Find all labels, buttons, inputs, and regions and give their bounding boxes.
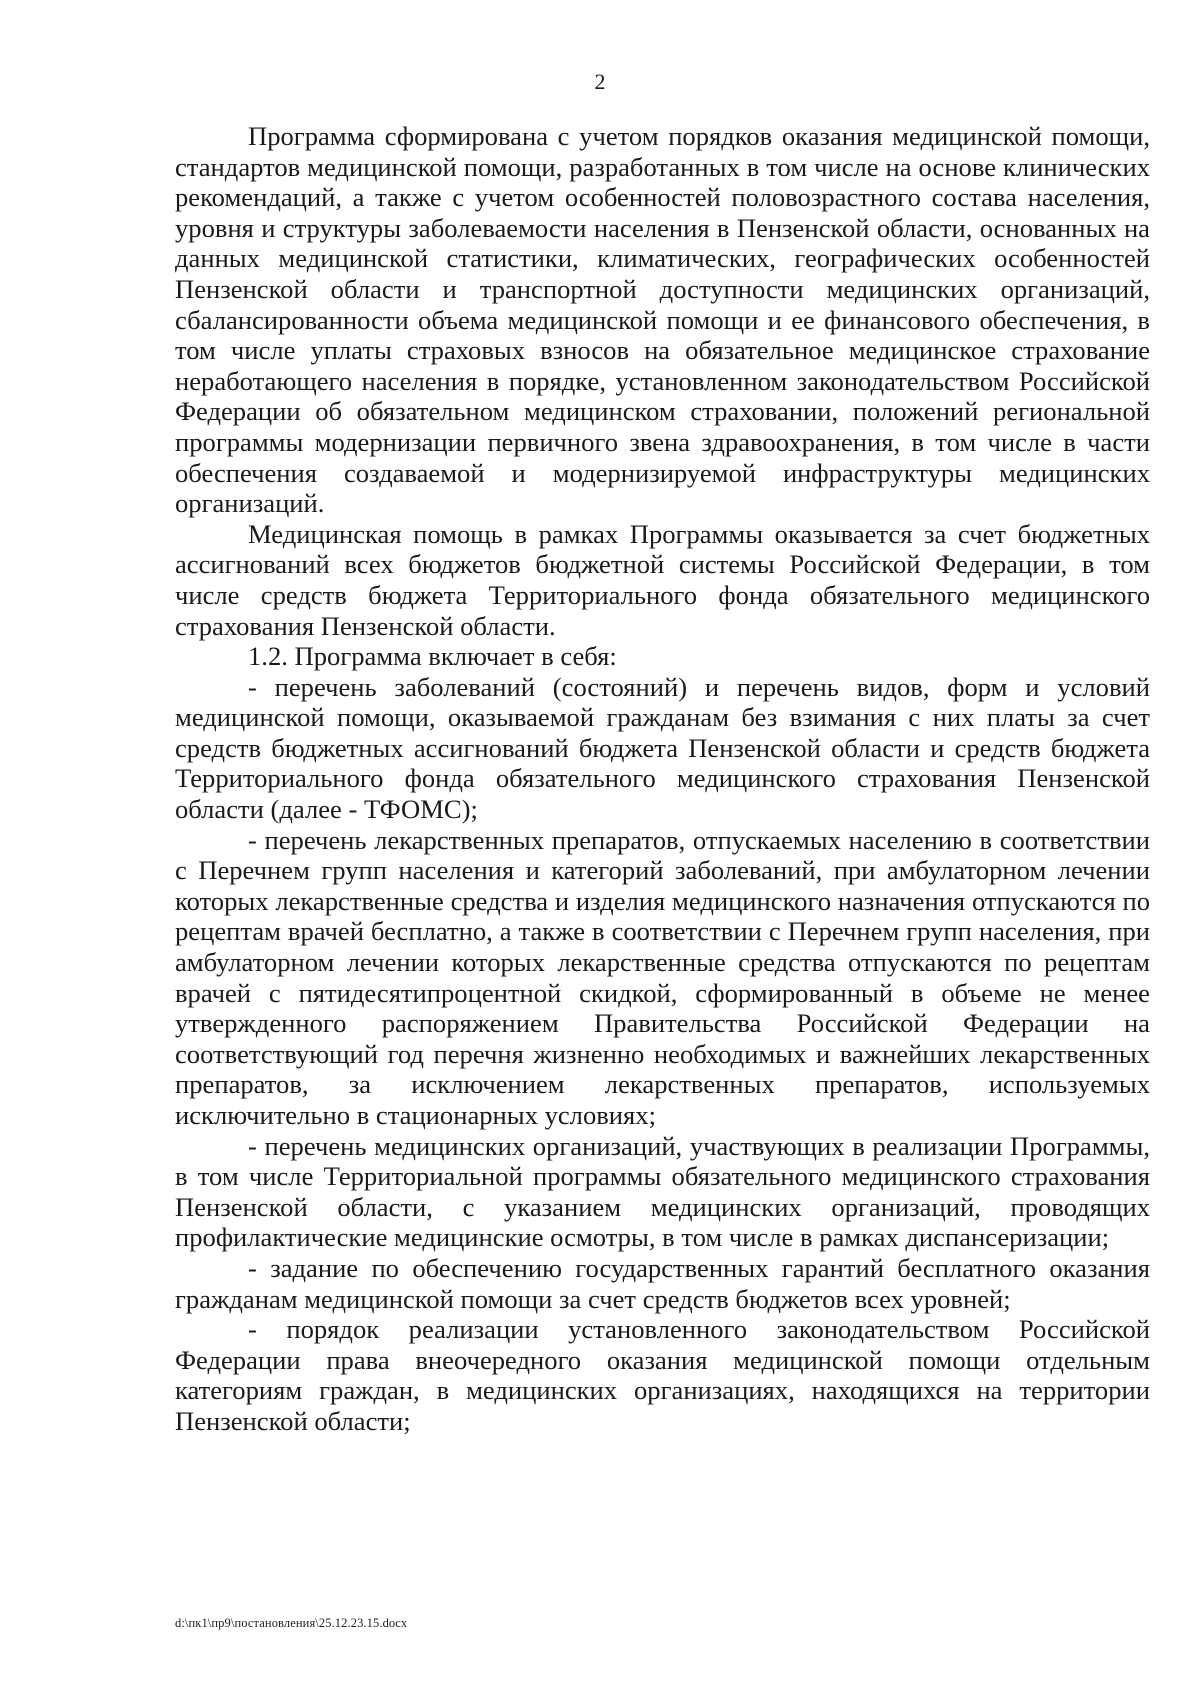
list-item-state-guarantees: - задание по обеспечению государственных гарантий бесплатного оказания гражданам медицинской помощи за счет средств бюджетов всех уровней; xyxy=(175,1252,1150,1314)
paragraph-program-formation: Программа сформирована с учетом порядков оказания медицинской помощи, стандартов медицинской помощи, разработанных в том числе на основе клинических рекомендаций, а также с учетом особенностей половозрастного состава населения, уровня и структуры заболеваемости населения в Пензенской области, основанных на данных медицинской статистики, климатических, географических особенностей Пензенской области и транспортной доступности медицинских организаций, сбалансированности объема медицинской помощи и ее финансового обеспечения, в том числе уплаты страховых взносов на обязательное медицинское страхование неработающего населения в порядке, установленном законодательством Российской Федерации об обязательном медицинском страховании, положений региональной программы модернизации первичного звена здравоохранения, в том числе в части обеспечения создаваемой и модернизируемой инфраструктуры медицинских организаций. xyxy=(175,121,1150,519)
paragraph-section-1-2: 1.2. Программа включает в себя: xyxy=(248,641,617,672)
list-item-organizations: - перечень медицинских организаций, участвующих в реализации Программы, в том числе Территориальной программы обязательного медицинского страхования Пензенской области, с указанием медицинских организаций, проводящих профилактические медицинские осмотры, в том числе в рамках диспансеризации; xyxy=(175,1130,1150,1253)
document-body xyxy=(175,121,1150,1437)
footer-file-path: d:\пк1\пр9\постановления\25.12.23.15.docx xyxy=(175,1616,408,1630)
paragraph-funding: Медицинская помощь в рамках Программы оказывается за счет бюджетных ассигнований всех бюджетов бюджетной системы Российской Федерации, в том числе средств бюджета Территориального фонда обязательного медицинского страхования Пензенской области. xyxy=(175,518,1150,641)
list-item-medicines: - перечень лекарственных препаратов, отпускаемых населению в соответствии с Перечнем групп населения и категорий заболеваний, при амбулаторном лечении которых лекарственные средства и изделия медицинского назначения отпускаются по рецептам врачей бесплатно, а также в соответствии с Перечнем групп населения, при амбулаторном лечении которых лекарственные средства отпускаются по рецептам врачей с пятидесятипроцентной скидкой, сформированный в объеме не менее утвержденного распоряжением Правительства Российской Федерации на соответствующий год перечня жизненно необходимых и важнейших лекарственных препаратов, за исключением лекарственных препаратов, используемых исключительно в стационарных условиях; xyxy=(175,824,1150,1130)
list-item-diseases: - перечень заболеваний (состояний) и перечень видов, форм и условий медицинской помощи, оказываемой гражданам без взимания с них платы за счет средств бюджетных ассигнований бюджета Пензенской области и средств бюджета Территориального фонда обязательного медицинского страхования Пензенской области (далее - ТФОМС); xyxy=(175,671,1150,825)
page-number: 2 xyxy=(594,69,606,94)
list-item-priority-care: - порядок реализации установленного законодательством Российской Федерации права внеочередного оказания медицинской помощи отдельным категориям граждан, в медицинских организациях, находящихся на территории Пензенской области; xyxy=(175,1314,1150,1436)
